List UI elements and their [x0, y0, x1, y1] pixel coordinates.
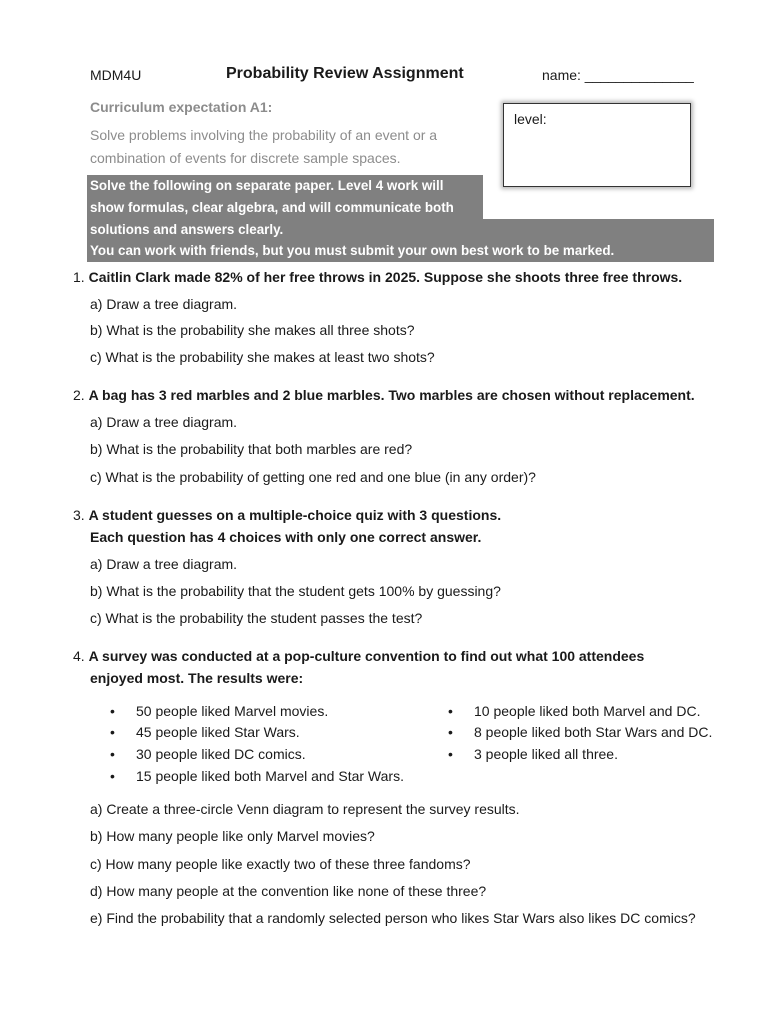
level-label: level: [514, 111, 547, 127]
question-part: c) How many people like exactly two of these three fandoms? [90, 856, 471, 872]
question-stem: Caitlin Clark made 82% of her free throws in 2025. Suppose she shoots three free throws. [88, 269, 683, 285]
instruction-line: Solve the following on separate paper. Level 4 work will [87, 175, 483, 197]
level-box [503, 103, 691, 187]
bullet-icon: • [448, 724, 453, 740]
survey-result-item: • 10 people liked both Marvel and DC. [448, 703, 701, 719]
question-stem-continued: enjoyed most. The results were: [90, 670, 304, 686]
question-part: b) What is the probability she makes all three shots? [90, 322, 415, 338]
question-part: c) What is the probability of getting one red and one blue (in any order)? [90, 469, 536, 485]
instruction-line: solutions and answers clearly. [87, 219, 714, 241]
question-stem: A bag has 3 red marbles and 2 blue marbles. Two marbles are chosen without replacement. [88, 387, 695, 403]
question-part: b) How many people like only Marvel movies? [90, 828, 375, 844]
question-2 [73, 387, 695, 403]
question-part: d) How many people at the convention like none of these three? [90, 883, 487, 899]
question-part: b) What is the probability that both marbles are red? [90, 441, 413, 457]
question-part: a) Draw a tree diagram. [90, 296, 238, 312]
question-number: 3. [73, 507, 85, 523]
question-stem-continued: Each question has 4 choices with only one correct answer. [90, 529, 482, 545]
survey-result-item: • 15 people liked both Marvel and Star Wars. [110, 768, 404, 784]
survey-result-item: • 50 people liked Marvel movies. [110, 703, 329, 719]
question-number: 1. [73, 269, 85, 285]
course-code: MDM4U [90, 67, 142, 83]
curriculum-line: combination of events for discrete sample spaces. [90, 150, 401, 166]
bullet-icon: • [110, 724, 115, 740]
bullet-icon: • [110, 703, 115, 719]
curriculum-line: Solve problems involving the probability of an event or a [90, 127, 438, 143]
survey-result-item: • 30 people liked DC comics. [110, 746, 306, 762]
question-part: a) Draw a tree diagram. [90, 556, 238, 572]
question-number: 4. [73, 648, 85, 664]
question-stem: A student guesses on a multiple-choice quiz with 3 questions. [88, 507, 502, 523]
survey-result-item: • 3 people liked all three. [448, 746, 618, 762]
question-3 [73, 507, 501, 523]
instruction-line: You can work with friends, but you must submit your own best work to be marked. [87, 240, 714, 262]
question-4 [73, 648, 644, 664]
survey-result-item: • 45 people liked Star Wars. [110, 724, 300, 740]
question-part: c) What is the probability the student passes the test? [90, 610, 423, 626]
bullet-icon: • [110, 746, 115, 762]
name-field-label: name: ______________ [542, 67, 694, 83]
instruction-line: show formulas, clear algebra, and will communicate both [87, 197, 483, 219]
bullet-icon: • [448, 703, 453, 719]
question-number: 2. [73, 387, 85, 403]
page-title: Probability Review Assignment [226, 65, 464, 82]
question-part: c) What is the probability she makes at least two shots? [90, 349, 435, 365]
question-part: b) What is the probability that the student gets 100% by guessing? [90, 583, 501, 599]
question-part: a) Draw a tree diagram. [90, 414, 238, 430]
bullet-icon: • [448, 746, 453, 762]
curriculum-heading: Curriculum expectation A1: [90, 99, 273, 115]
question-1 [73, 269, 682, 285]
bullet-icon: • [110, 768, 115, 784]
question-stem: A survey was conducted at a pop-culture convention to find out what 100 attendees [88, 648, 645, 664]
survey-result-item: • 8 people liked both Star Wars and DC. [448, 724, 713, 740]
question-part: e) Find the probability that a randomly selected person who likes Star Wars also likes DC comics? [90, 910, 696, 926]
question-part: a) Create a three-circle Venn diagram to represent the survey results. [90, 801, 520, 817]
curriculum-description [90, 124, 490, 170]
